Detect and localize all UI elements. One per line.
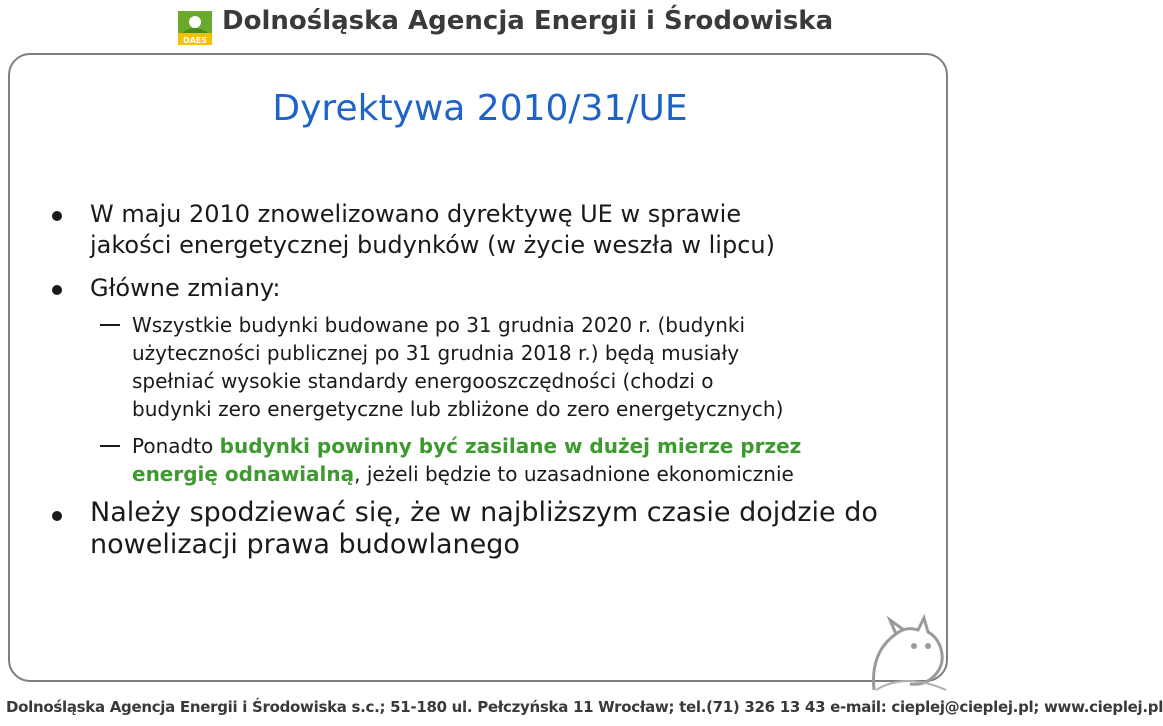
bullet-1-line-1: W maju 2010 znowelizowano dyrektywę UE w sprawie (90, 200, 742, 228)
bullet-3 (90, 497, 890, 561)
bullet-1-line-2: jakości energetycznej budynków (w życie weszła w lipcu) (90, 231, 775, 259)
slide-title: Dyrektywa 2010/31/UE (272, 88, 688, 129)
sub-bullet-2-prefix: Ponadto (132, 434, 220, 458)
sub-bullet-1-line-1: Wszystkie budynki budowane po 31 grudnia 2020 r. (budynki (132, 313, 746, 337)
footer-contact: Dolnośląska Agencja Energii i Środowiska s.c.; 51-180 ul. Pełczyńska 11 Wrocław; tel.(71) 326 13 43 e-mail: cieplej@cieplej.pl; www.cieplej.pl (6, 698, 1163, 716)
bullet-dot (52, 511, 62, 521)
bullet-1 (90, 199, 870, 261)
cat-mascot-icon (866, 612, 952, 692)
header (0, 0, 960, 52)
sub-bullet-1-line-4: budynki zero energetyczne lub zbliżone do zero energetycznych) (132, 397, 784, 421)
bullet-2: Główne zmiany: (90, 274, 281, 302)
bullet-3-line-1: Należy spodziewać się, że w najbliższym czasie dojdzie do (90, 497, 878, 528)
sub-bullet-1-line-3: spełniać wysokie standardy energooszczędności (chodzi o (132, 369, 714, 393)
bullet-dot (52, 285, 62, 295)
sub-bullet-2 (132, 432, 902, 488)
sub-bullet-dash (100, 324, 120, 326)
daes-logo-icon (178, 11, 212, 45)
org-name: Dolnośląska Agencja Energii i Środowiska (222, 6, 834, 36)
sub-bullet-2-highlight-2: energię odnawialną (132, 462, 355, 486)
sub-bullet-1 (132, 311, 902, 423)
sub-bullet-2-highlight-1: budynki powinny być zasilane w dużej mierze przez (219, 434, 802, 458)
bullet-3-line-2: nowelizacji prawa budowlanego (90, 529, 520, 560)
sub-bullet-2-suffix: , jeżeli będzie to uzasadnione ekonomicznie (354, 462, 794, 486)
sub-bullet-dash (100, 445, 120, 447)
sub-bullet-1-line-2: użyteczności publicznej po 31 grudnia 2018 r.) będą musiały (132, 341, 740, 365)
footer (0, 688, 1163, 726)
bullet-dot (52, 211, 62, 221)
logo-text: DAES (182, 36, 208, 45)
